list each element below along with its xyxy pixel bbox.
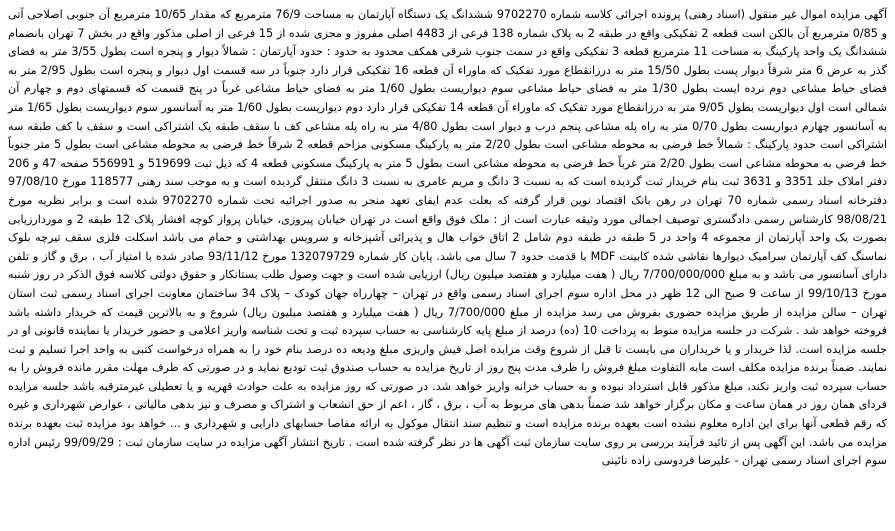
auction-notice-text: آگهی مزایده اموال غیر منقول (اسناد رهنی) پرونده اجرائی کلاسه شماره 9702270 ششدانگ یک دستگاه آپارتمان به مساحت 76/9 مترمربع که مقدار 10/65 مترمربع آن جنوبی اصلاحی آتی و 0/85 مترمربع آن بالکن است قطعه 2 تفکیکی واقع در طبقه 2 به پلاک شماره 138 فرعی از 4483 اصلی مفروز و مجزی شده از 15 فرعی از اصلی مذکور واقع در بخش 7 تهران بانضمام ششدانگ یک واحد پارکینگ به مساحت 11 مترمربع قطعه 3 تفکیکی واقع در سمت جنوب شرقی همکف محدود به حدود : حدود آپارتمان : شمالاً دیوار و پنجره است بطول 3/55 متر به فضای گذر به عرض 6 متر شرقاً دیوار پست بطول 15/50 متر به درزانقطاع مورد تفکیک که ماوراء آن قطعه 16 تفکیکی قرار دارد جنوباً در سه قسمت اول دیوار و پنجره است بطول 2/95 متر به فضای حیاط مشاعی دوم نرده ایست بطول 1/30 متر به فضای حیاط مشاعی سوم دیواریست بطول 1/60 متر به فضای حیاط مشاعی غرباً در پنج قسمت که قسمتهای دوم و چهارم آن شمالی است اول دیواریست بطول 9/05 متر به درزانقطاع مورد تفکیک که ماوراء آن قطعه 14 تفکیکی قرار دارد دوم دیواریست بطول 1/60 متر به آسانسور سوم دیواریست بطول 1/65 متر به آسانسور چهارم دیواریست بطول 0/70 متر به راه پله مشاعی پنجم درب و دیوار است بطول 4/80 متر به راه پله مشاعی کف با سقف طبقه یک اشتراکی است و سقف با کف طبقه سه اشتراکی است حدود پارکینگ : شمالاً خط فرضی به محوطه مشاعی است بطول 2/20 متر به پارکینگ مسکونی مزاحم قطعه 2 شرقاً خط فرضی به محوطه مشاعی است بطول 5 متر جنوباً خط فرضی به محوطه مشاعی است بطول 2/20 متر غرباً خط فرضی به محوطه مشاعی است بطول 5 متر به پارکینگ مسکونی قطعه 4 که ذیل ثبت 519699 و 556991 صفحه 47 و 206 دفتر املاک جلد 3351 و 3631 ثبت بنام خریدار ثبت گردیده است که به نسبت 3 دانگ و مریم عامری به نسبت 3 دانگ منتقل گردیده است و به موجب سند رهنی 118577 مورخ 97/08/10 دفترخانه اسناد رسمی شماره 70 تهران در رهن بانک اقتصاد نوین قرار گرفته که بعلت عدم ایفای تعهد منجر به صدور اجرائیه تحت شماره 9702270 شده است و برابر نظریه مورخ 98/08/21 کارشناس رسمی دادگستری توصیف اجمالی مورد وثیقه عبارت است از : ملک فوق واقع است در تهران خیابان پیروزی، خیابان پرواز کوچه افشار پلاک 12 طبقه 2 و موردارزیابی بصورت یک واحد آپارتمان از مجموعه 4 واحد در 5 طبقه در طبقه دوم شامل 2 اتاق خواب هال و پذیرائی آشپزخانه و سرویس بهداشتی و حمام می باشد اسکلت فلزی سقف تیرچه بلوک نماسنگ کف آپارتمان سرامیک دیوارها نقاشی شده کابینت MDF با قدمت حدود 7 سال می باشد. پایان کار شماره 132079729 مورخ 93/11/12 صادر شده با امتیاز آب ، برق و گاز و تلفن دارای آسانسور می باشد و به مبلغ 7/700/000/000 ریال ( هفت میلیارد و هفتصد میلیون ریال) ارزیابی شده است و جهت وصول طلب بستانکار و حقوق دولتی کلاسه فوق الذکر در روز شنبه مورخ 99/10/13 از ساعت 9 صبح الی 12 ظهر در محل اداره سوم اجرای اسناد رسمی واقع در تهران – چهارراه جهان کودک – پلاک 34 ساختمان معاونت اجرای اسناد رسمی ثبت استان تهران – سالن مزایده از طریق مزایده حضوری بفروش می رسد مزایده از مبلغ 7/700/000 ریال ( هفت میلیارد و هفتصد میلیون ریال) شروع و به بالاترین قیمت که خریدار داشته باشد فروخته خواهد شد . شرکت در جلسه مزایده منوط به پرداخت 10 (ده) درصد از مبلغ پایه کارشناسی به حساب سپرده ثبت و تحت شناسه واریز اعلامی و حضور خریدار یا نماینده قانونی او در جلسه مزایده است. لذا خریدار و یا خریداران می بایست تا قبل از شروع وقت مزایده اصل فیش واریزی مبلغ ودیعه ده درصد بنام خود را به همراه درخواست کتبی به واحد اجرا تسلیم و ثبت نمایند. ضمناً برنده مزایده مکلف است مابه التفاوت مبلغ فروش را ظرف مدت پنج روز از تاریخ مزایده به حساب صندوق ثبت تودیع نماید و در صورتی که ظرف مهلت مقرر مانده فروش را به حساب سپرده ثبت واریز نکند، مبلغ مذکور قابل استرداد نبوده و به حساب خزانه واریز خواهد شد. در صورتی که روز مزایده به علت حوادث قهریه و یا تعطیلی غیرمترقبه باشد جلسه مزایده فردای همان روز در همان ساعت و مکان برگزار خواهد شد ضمناً بدهی های مربوط به آب ، برق ، گاز ، اعم از حق انشعاب و اشتراک و مصرف و نیز بدهی مالیاتی ، عوارض شهرداری و غیره که رقم قطعی آنها برای این اداره معلوم نشده است بعهده برنده مزایده است و تنظیم سند انتقال موکول به ارائه مفاصا حسابهای دارایی و شهرداری و ... خواهد بود مزایده ثبت بعهده برنده مزایده می باشد. این آگهی پس از تائید فرآیند بررسی بر روی سایت سازمان ثبت آگهی ها در نظر گرفته شده است . تاریخ انتشار آگهی مزایده در سایت سازمان ثبت : 99/09/29 رئیس اداره سوم اجرای اسناد رسمی تهران - علیرضا فردوسی زاده نائینی	[8, 8, 888, 468]
